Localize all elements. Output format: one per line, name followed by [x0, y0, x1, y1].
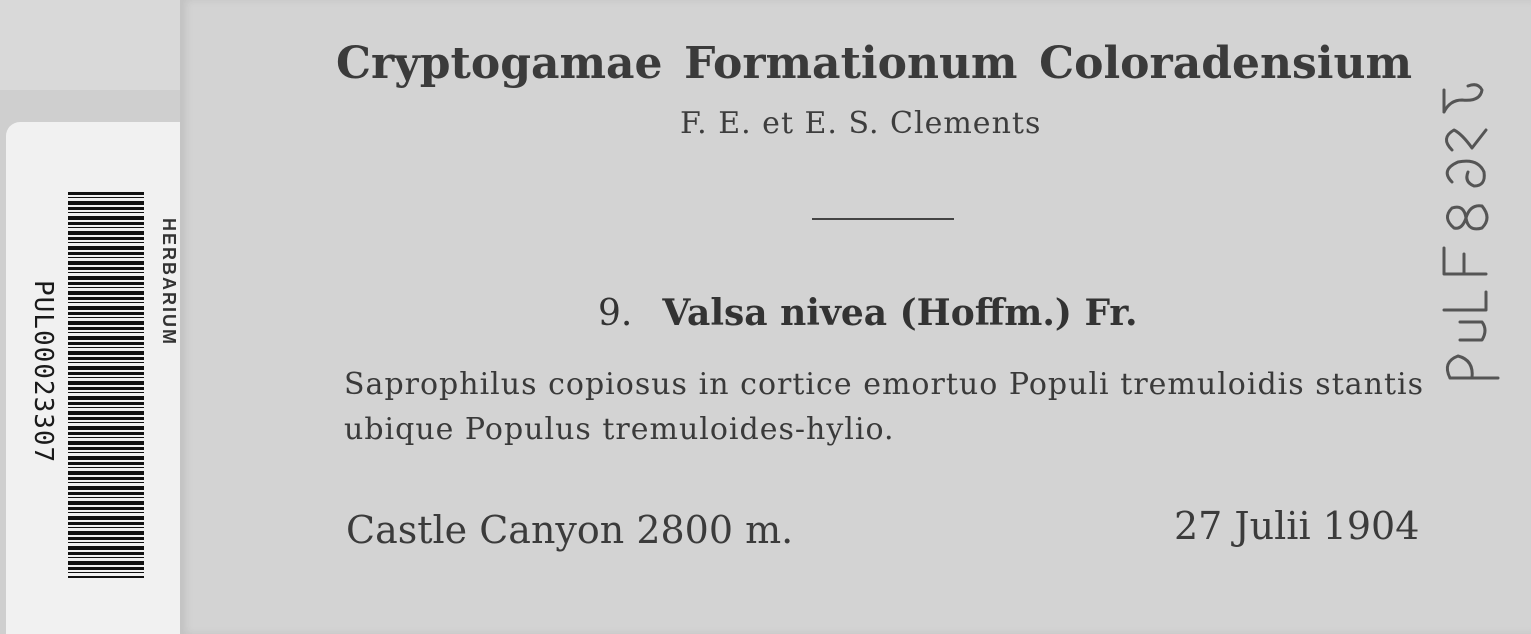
title-word: Cryptogamae [336, 38, 663, 89]
mount-sheet-edge [0, 0, 180, 90]
barcode [68, 192, 144, 578]
collection-date: 27 Julii 1904 [1174, 504, 1420, 548]
title-word: Formationum [684, 38, 1018, 89]
divider-rule [812, 218, 954, 220]
handwritten-accession-drawing [1428, 78, 1508, 388]
herbarium-name: HERBARIUM [159, 218, 179, 346]
species-name: Valsa nivea (Hoffm.) Fr. [662, 292, 1138, 334]
handwritten-accession [1428, 78, 1508, 388]
exsiccata-title [336, 38, 1412, 89]
collectors: F. E. et E. S. Clements [680, 106, 1042, 141]
species-line [598, 292, 1138, 334]
habitat-description: Saprophilus copiosus in cortice emortuo Populi tremuloidis stantis ubique Populus tremuloides-hylio. [344, 367, 1424, 447]
barcode-id: PUL00023307 [28, 280, 58, 464]
locality: Castle Canyon 2800 m. [346, 508, 794, 552]
title-word: Coloradensium [1039, 38, 1412, 89]
specimen-number: 9. [598, 293, 633, 334]
